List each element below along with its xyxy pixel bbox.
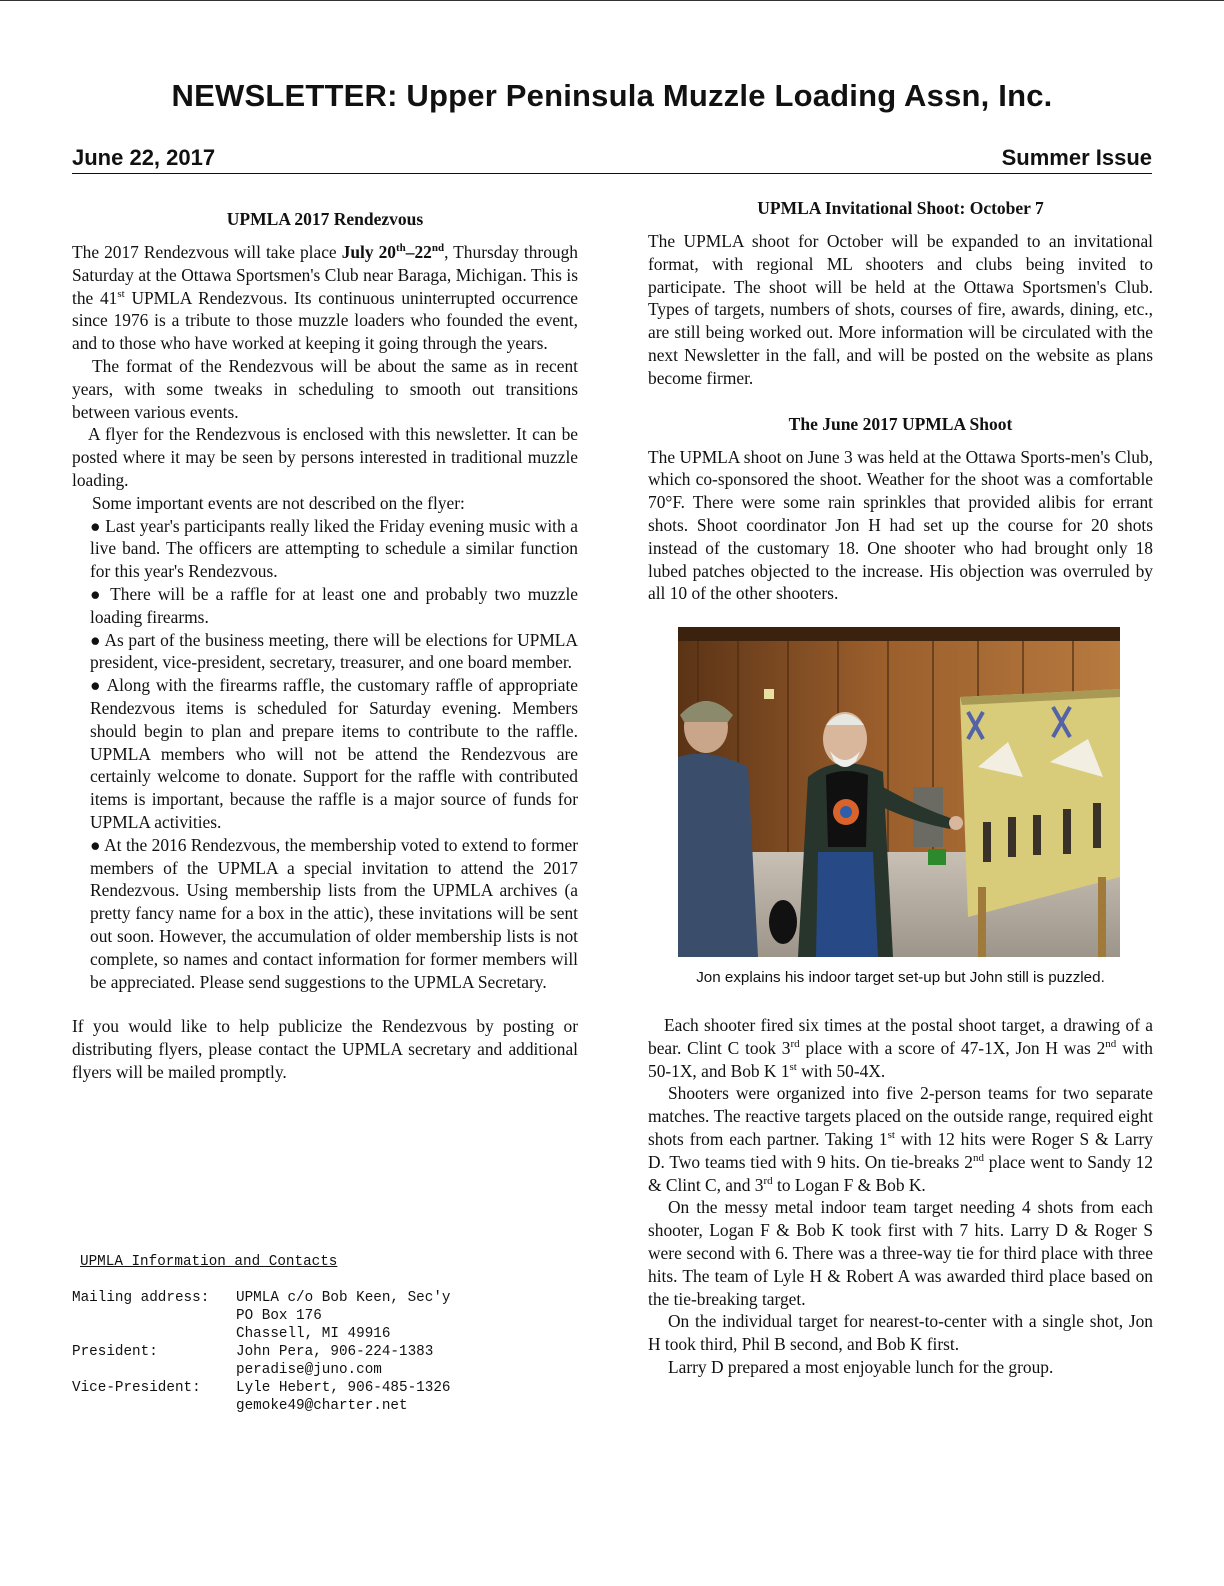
vp-name: Lyle Hebert, 906-485-1326 (236, 1380, 451, 1396)
left-column (72, 207, 578, 1084)
newsletter-title: NEWSLETTER: Upper Peninsula Muzzle Loading Assn, Inc. (171, 78, 1053, 113)
invitational-paragraph: The UPMLA shoot for October will be expanded to an invitational format, with regional ML shooters and clubs being invited to participate. The shoot will be held at the Ottawa Sportsmen's Club. Types of targets, numbers of shots, courses of fire, awards, dining, etc., are still being worked out. More information will be circulated with the next Newsletter in the fall, and will be posted on the website as plans become firmer. (648, 231, 1153, 388)
june-shoot-paragraph-1: The UPMLA shoot on June 3 was held at the Ottawa Sports-men's Club, which co-sponsored the shoot. Weather for the shoot was a comfortable 70°F. There were some rain sprinkles that provided alibis for errant shots. Shoot coordinator Jon H had set up the course for 20 shots instead of the customary 18. One shooter who had brought only 18 lubed patches objected to the increase. His objection was overruled by all 10 of the other shooters. (648, 446, 1153, 604)
june-shoot-paragraph-2: Each shooter fired six times at the postal shoot target, a drawing of a bear. Clint C took 3rd place with a score of 47-1X, Jon H was 2nd with 50-1X, and Bob K 1st with 50-4X. (648, 1014, 1154, 1081)
invitational-heading: UPMLA Invitational Shoot: October 7 (757, 198, 1044, 218)
mailing-line-3: Chassell, MI 49916 (236, 1326, 391, 1342)
rendezvous-paragraph-5: If you would like to help publicize the Rendezvous by posting or distributing flyers, please contact the UPMLA secretary and additional flyers will be mailed promptly. (72, 1016, 578, 1082)
vp-email: gemoke49@charter.net (236, 1398, 408, 1414)
rendezvous-paragraph-3: A flyer for the Rendezvous is enclosed with this newsletter. It can be posted where it may be seen by persons interested in traditional muzzle loading. (72, 424, 578, 490)
list-item: ● Along with the firearms raffle, the customary raffle of appropriate Rendezvous items is scheduled for Saturday evening. Members should begin to plan and prepare items to contribute to the raffle. UPMLA members who will not be attend the Rendezvous are certainly welcome to donate. Support for the raffle with contributed items is important, because the raffle is a major source of funds for UPMLA activities. (90, 675, 578, 832)
top-border (0, 0, 1224, 1)
june-shoot-paragraph-5: On the individual target for nearest-to-center with a single shot, Jon H took third, Phil B second, and Bob K first. (648, 1311, 1153, 1355)
issue-date: June 22, 2017 (72, 145, 216, 170)
mailing-label: Mailing address: (72, 1290, 210, 1306)
rendezvous-paragraph-1: The 2017 Rendezvous will take place July 20th–22nd, Thursday through Saturday at the Ottawa Sportsmen's Club near Baraga, Michigan. This is the 41st UPMLA Rendezvous. Its continuous uninterrupted occurrence since 1976 is a tribute to those muzzle loaders who founded the event, and to those who have worked at keeping it going through the years. (72, 242, 579, 354)
shoot-photo (678, 627, 1120, 957)
list-item: ● Last year's participants really liked the Friday evening music with a live band. The officers are attempting to schedule a similar function for this year's Rendezvous. (90, 515, 578, 582)
list-item: ● There will be a raffle for at least one and probably two muzzle loading firearms. (90, 583, 578, 627)
june-shoot-heading: The June 2017 UPMLA Shoot (788, 413, 1013, 434)
june-shoot-paragraph-6: Larry D prepared a most enjoyable lunch for the group. (668, 1356, 1054, 1377)
rendezvous-heading: UPMLA 2017 Rendezvous (226, 209, 424, 229)
president-label: President: (72, 1344, 158, 1360)
contacts-block (72, 1253, 451, 1415)
contacts-heading: UPMLA Information and Contacts (80, 1254, 338, 1270)
rendezvous-paragraph-2: The format of the Rendezvous will be about the same as in recent years, with some tweaks in scheduling to smooth out transitions between various events. (72, 355, 578, 422)
right-column (648, 196, 1153, 1379)
rendezvous-paragraph-4: Some important events are not described on the flyer: (92, 492, 465, 513)
president-email: peradise@juno.com (236, 1362, 382, 1378)
mailing-line-2: PO Box 176 (236, 1308, 322, 1324)
dateline (72, 145, 1152, 174)
photo-caption: Jon explains his indoor target set-up but John still is puzzled. (696, 969, 1105, 987)
june-shoot-paragraph-3: Shooters were organized into five 2-person teams for two separate matches. The reactive targets placed on the outside range, required eight shots from each partner. Taking 1st with 12 hits were Roger S & Larry D. Two teams tied with 9 hits. On tie-breaks 2nd place went to Sandy 12 & Clint C, and 3rd to Logan F & Bob K. (648, 1083, 1154, 1195)
issue-name: Summer Issue (1001, 145, 1152, 170)
photo-container (648, 627, 1153, 959)
june-shoot-paragraph-4: On the messy metal indoor team target needing 4 shots from each shooter, Logan F & Bob K took first with 7 hits. Larry D & Roger S were second with 6. There was a three-way tie for third place with three hits. The team of Lyle H & Robert A was awarded third place based on the tie-breaking target. (648, 1197, 1153, 1309)
president-name: John Pera, 906-224-1383 (236, 1344, 434, 1360)
list-item: ● As part of the business meeting, there will be elections for UPMLA president, vice-president, secretary, treasurer, and one board member. (90, 629, 578, 673)
vp-label: Vice-President: (72, 1380, 201, 1396)
mailing-line-1: UPMLA c/o Bob Keen, Sec'y (236, 1290, 451, 1306)
list-item: ● At the 2016 Rendezvous, the membership voted to extend to former members of the UPMLA a special invitation to attend the 2017 Rendezvous. Using membership lists from the UPMLA archives (a pretty fancy name for a box in the attic), these invitations will be sent out soon. However, the accumulation of older membership lists is not complete, so names and contact information for former members will be appreciated. Please send suggestions to the UPMLA Secretary. (90, 834, 578, 992)
